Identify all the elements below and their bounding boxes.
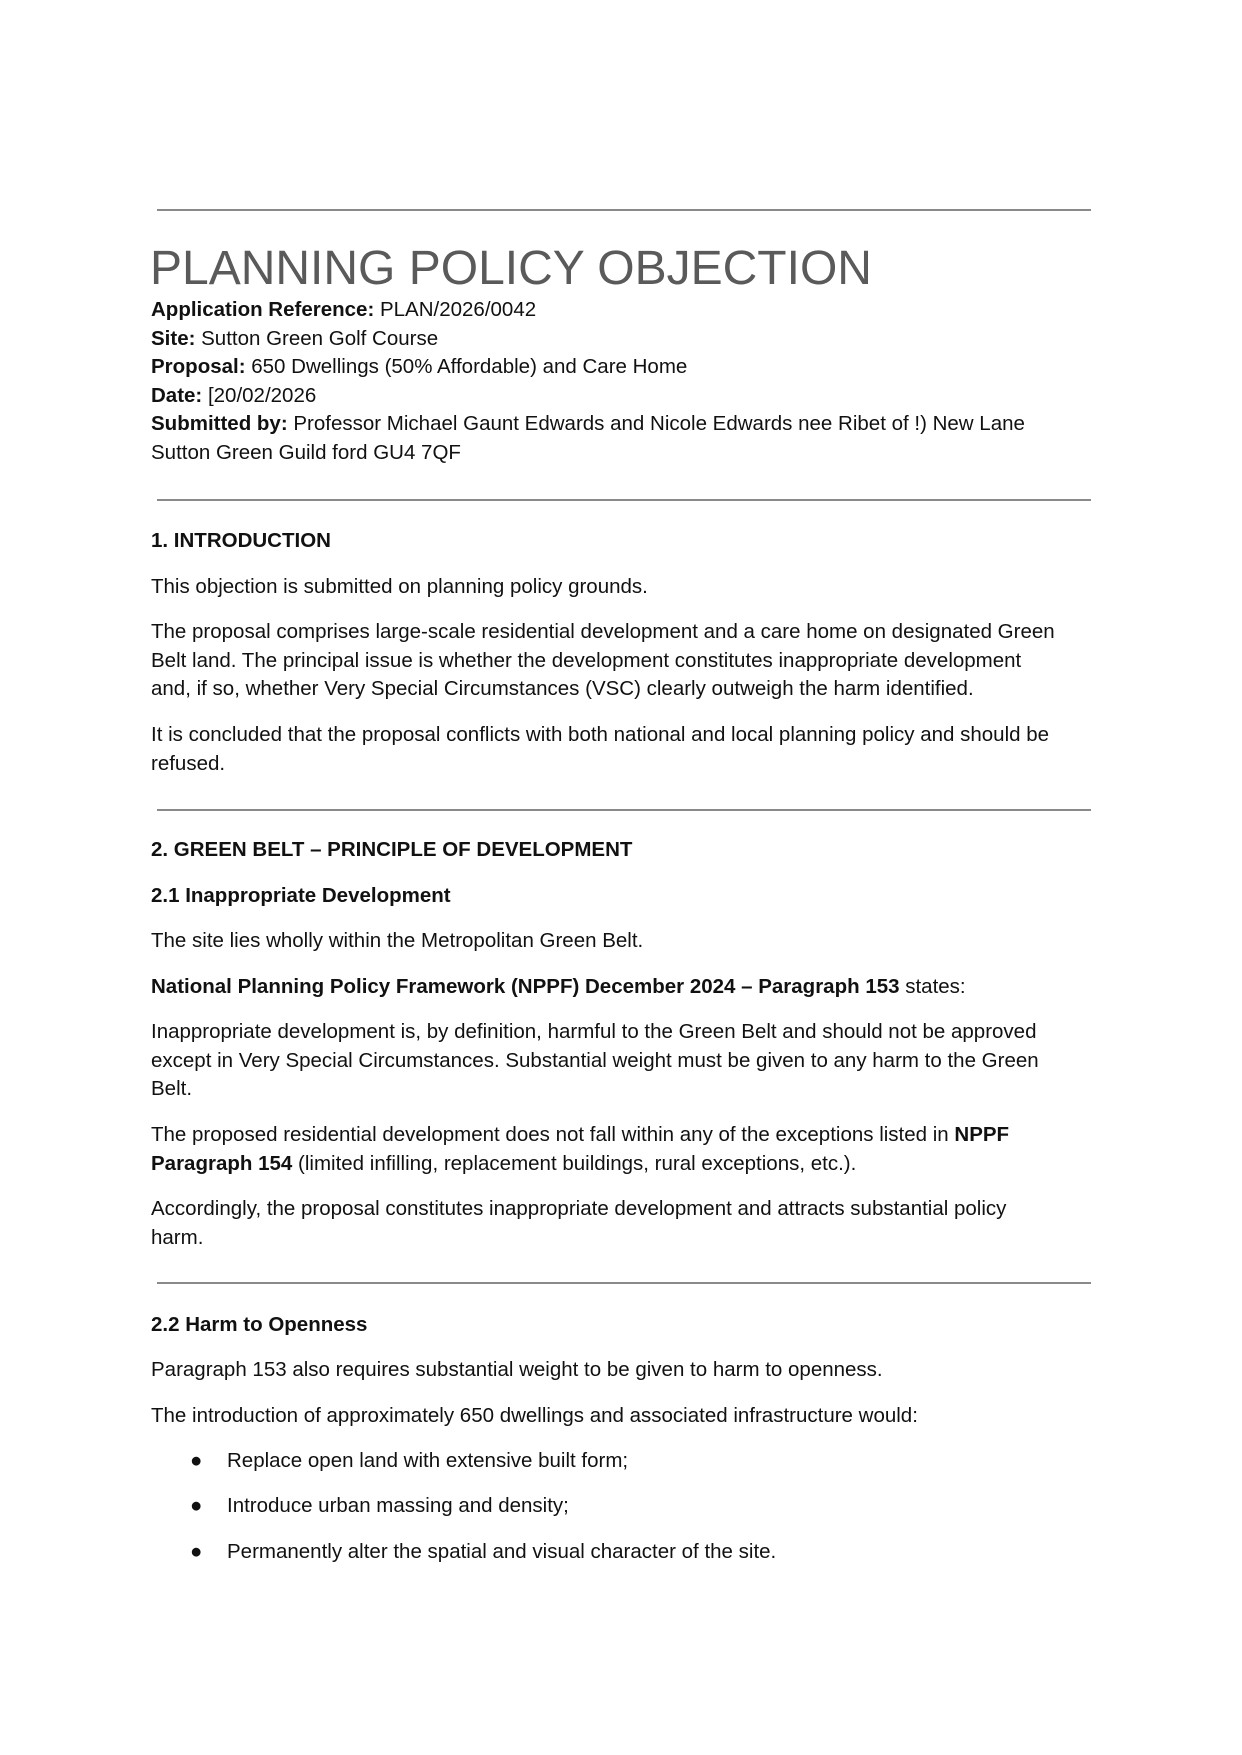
- nppf-reference: NPPF: [954, 1123, 1010, 1146]
- meta-value: Sutton Green Golf Course: [195, 326, 439, 350]
- paragraph-line: Belt land. The principal issue is whether the development constitutes inappropriate development: [151, 648, 1022, 672]
- horizontal-rule: [157, 1282, 1091, 1284]
- paragraph: [151, 721, 1096, 778]
- horizontal-rule: [157, 499, 1091, 501]
- meta-label: Submitted by:: [151, 412, 288, 435]
- bullet-icon: ●: [190, 1540, 203, 1563]
- meta-value: PLAN/2026/0042: [374, 298, 537, 321]
- meta-value: [20/02/2026: [202, 383, 317, 407]
- bullet-icon: ●: [190, 1494, 203, 1517]
- meta-date: [151, 382, 1096, 411]
- paragraph-text: (limited infilling, replacement buildings, rural exceptions, etc.).: [292, 1151, 857, 1175]
- paragraph: Paragraph 153 also requires substantial weight to be given to harm to openness.: [151, 1358, 883, 1381]
- paragraph: [151, 973, 1096, 1002]
- paragraph: [151, 618, 1096, 704]
- section-heading: 1. INTRODUCTION: [151, 529, 331, 552]
- meta-label: Date:: [151, 383, 203, 407]
- meta-value: Professor Michael Gaunt Edwards and Nicole Edwards nee Ribet of !) New Lane: [287, 412, 1025, 435]
- paragraph-line: except in Very Special Circumstances. Substantial weight must be given to any harm to the Green: [151, 1048, 1039, 1072]
- horizontal-rule: [157, 809, 1091, 811]
- nppf-reference: Paragraph 154: [151, 1151, 293, 1175]
- paragraph: The site lies wholly within the Metropolitan Green Belt.: [151, 929, 644, 952]
- section-heading: 2. GREEN BELT – PRINCIPLE OF DEVELOPMENT: [151, 838, 633, 861]
- paragraph-line: [151, 1121, 1096, 1150]
- meta-label: Proposal:: [151, 355, 246, 378]
- paragraph-line: It is concluded that the proposal conflicts with both national and local planning policy and should be: [151, 723, 1050, 746]
- list-item: Permanently alter the spatial and visual character of the site.: [227, 1540, 777, 1563]
- paragraph-text: The proposed residential development does not fall within any of the exceptions listed in: [151, 1123, 955, 1146]
- meta-application-reference: [151, 296, 1096, 325]
- meta-value: 650 Dwellings (50% Affordable) and Care Home: [245, 355, 688, 378]
- subsection-heading: 2.2 Harm to Openness: [151, 1313, 368, 1336]
- paragraph: [151, 1195, 1096, 1252]
- paragraph-line: and, if so, whether Very Special Circumstances (VSC) clearly outweigh the harm identified.: [151, 677, 974, 700]
- list-item: Replace open land with extensive built form;: [227, 1449, 629, 1472]
- paragraph-text: states:: [899, 975, 966, 998]
- nppf-reference: National Planning Policy Framework (NPPF) December 2024 – Paragraph 153: [151, 975, 900, 998]
- paragraph: The introduction of approximately 650 dwellings and associated infrastructure would:: [151, 1404, 918, 1427]
- meta-submitted-by: [151, 410, 1096, 439]
- meta-label: Application Reference:: [151, 298, 375, 321]
- paragraph-line: refused.: [151, 751, 226, 775]
- subsection-heading: 2.1 Inappropriate Development: [151, 884, 451, 907]
- paragraph-line: harm.: [151, 1225, 204, 1249]
- document-meta: [151, 296, 1096, 467]
- paragraph: This objection is submitted on planning policy grounds.: [151, 575, 648, 598]
- list-item: Introduce urban massing and density;: [227, 1494, 569, 1517]
- bullet-icon: ●: [190, 1449, 203, 1472]
- horizontal-rule: [157, 209, 1091, 211]
- paragraph-line: Accordingly, the proposal constitutes inappropriate development and attracts substantial policy: [151, 1197, 1007, 1220]
- paragraph-line: Belt.: [151, 1077, 193, 1100]
- paragraph: [151, 1121, 1096, 1178]
- paragraph-line: [151, 1150, 1096, 1179]
- paragraph-line: Inappropriate development is, by definition, harmful to the Green Belt and should not be approved: [151, 1020, 1037, 1043]
- meta-site: [151, 325, 1096, 354]
- meta-submitted-address: Sutton Green Guild ford GU4 7QF: [151, 440, 461, 464]
- meta-label: Site:: [151, 326, 196, 350]
- paragraph-line: The proposal comprises large-scale residential development and a care home on designated Green: [151, 620, 1055, 643]
- meta-proposal: [151, 353, 1096, 382]
- paragraph: [151, 1018, 1096, 1104]
- document-title: PLANNING POLICY OBJECTION: [150, 242, 872, 295]
